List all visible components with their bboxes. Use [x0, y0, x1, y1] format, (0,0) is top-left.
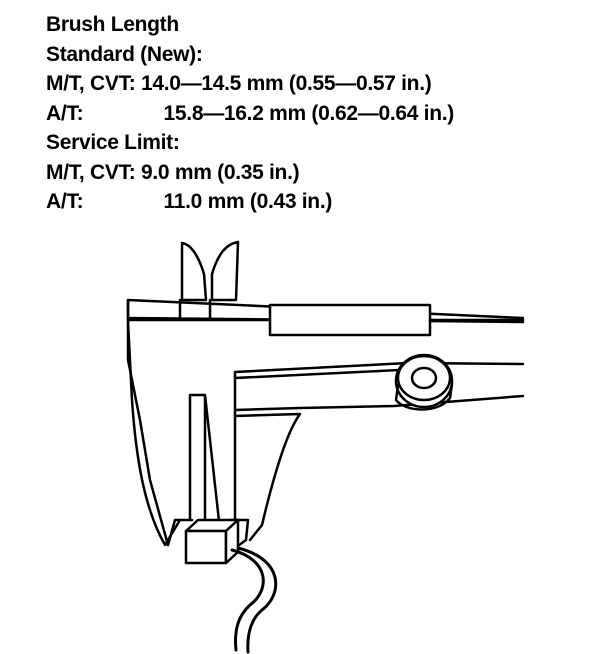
brush-lead-wire	[232, 548, 276, 652]
standard-at-label: A/T:	[46, 101, 84, 125]
standard-heading: Standard (New):	[46, 42, 203, 66]
caliper-depth-tube	[270, 305, 430, 335]
service-mt-cvt-value: 9.0 mm (0.35 in.)	[141, 160, 300, 184]
service-at-value: 11.0 mm (0.43 in.)	[163, 190, 333, 213]
service-heading: Service Limit:	[46, 131, 180, 154]
carbon-brush	[186, 520, 238, 563]
standard-mt-cvt-label: M/T, CVT:	[46, 72, 136, 95]
spec-title: Brush Length	[46, 13, 179, 36]
standard-at-value: 15.8—16.2 mm (0.62—0.64 in.)	[163, 101, 454, 125]
caliper-sliding-jaw	[190, 372, 235, 530]
service-mt-cvt-label: M/T, CVT:	[46, 160, 136, 184]
standard-mt-cvt-value: 14.0—14.5 mm (0.55—0.57 in.)	[141, 72, 432, 95]
caliper-slider-frame	[235, 363, 523, 540]
service-at-label: A/T:	[46, 190, 84, 213]
caliper-main-body	[128, 300, 523, 545]
caliper-upper-jaws	[182, 242, 238, 300]
